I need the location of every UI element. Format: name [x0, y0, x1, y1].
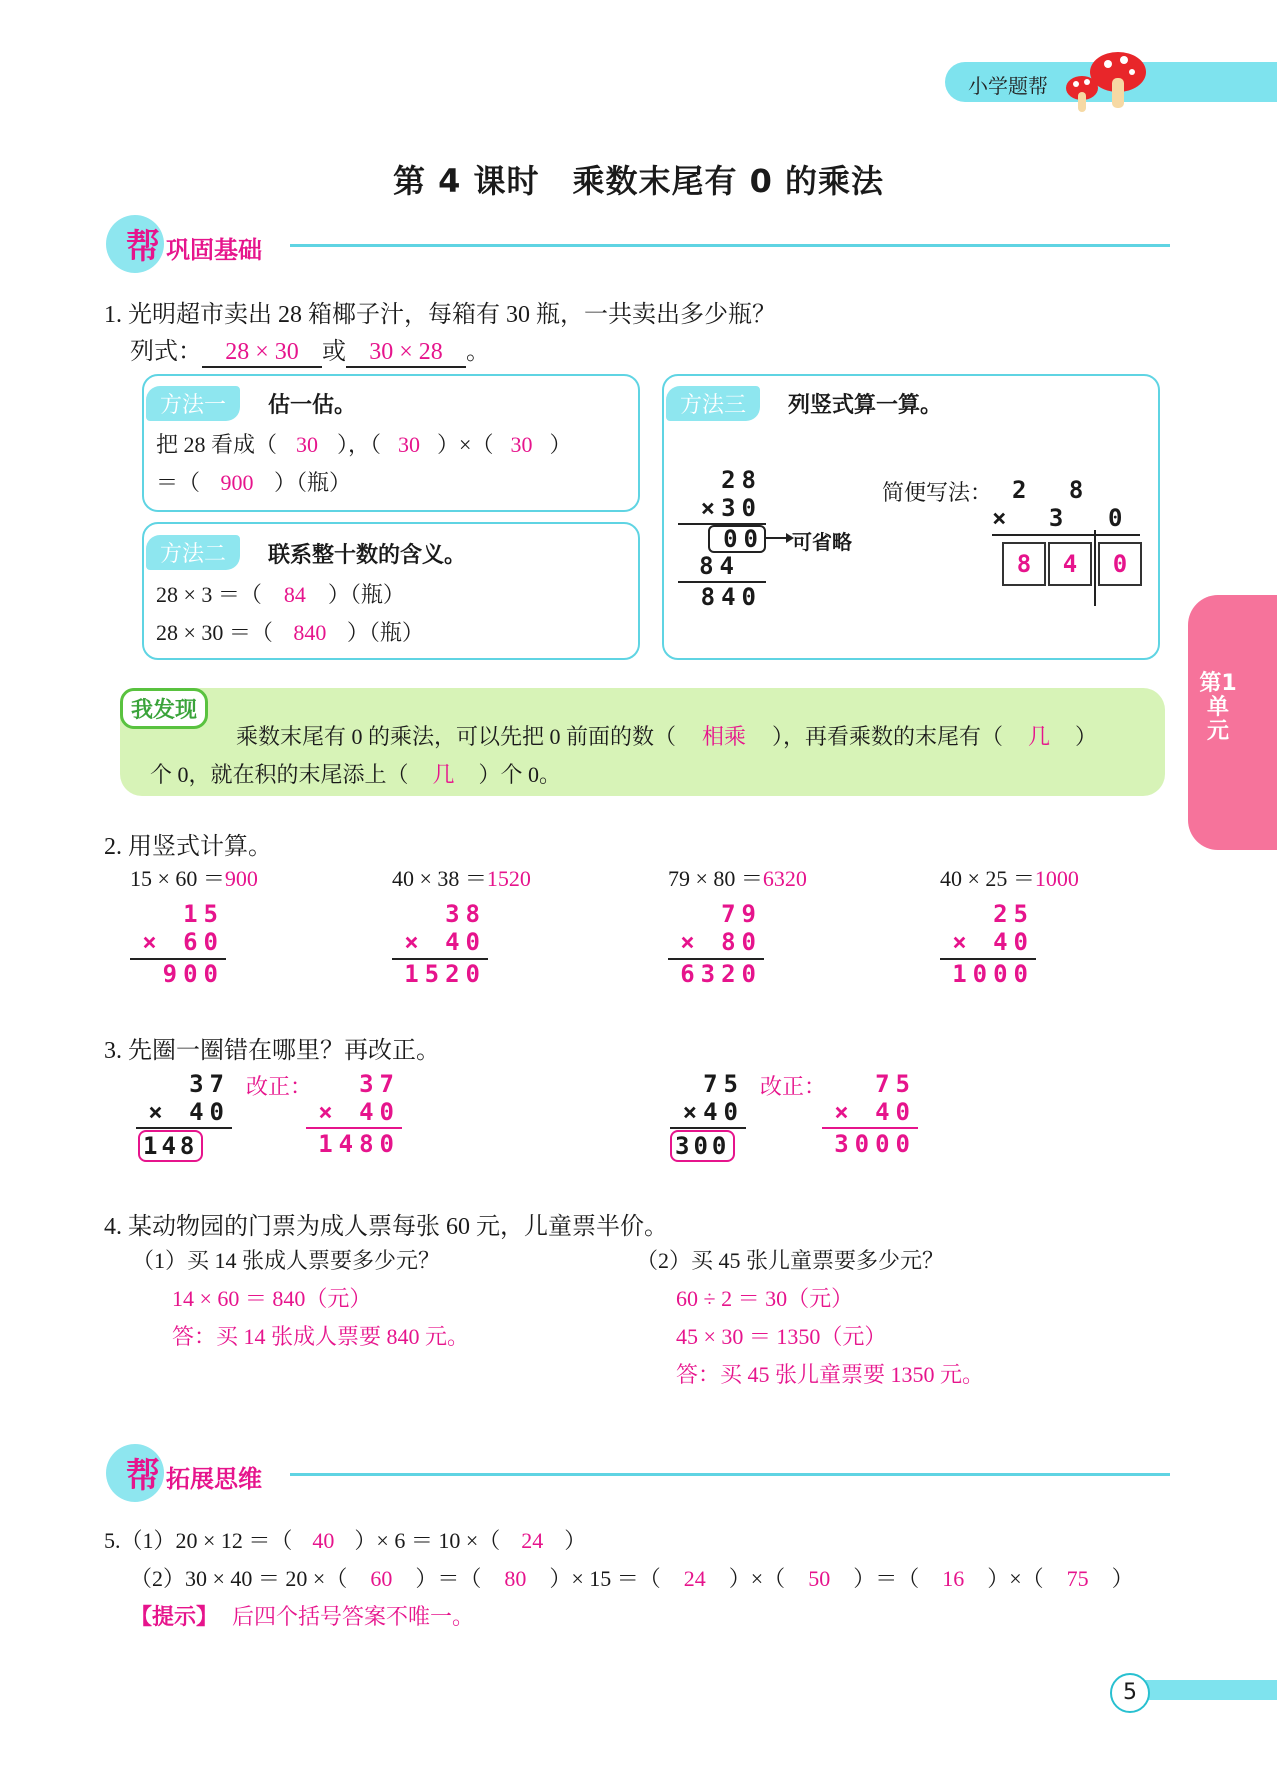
q4-p2-question: （2）买 45 张儿童票要多少元？: [636, 1248, 945, 1273]
text: ）（瓶）: [327, 582, 405, 607]
answer: 30: [398, 432, 421, 457]
q2-stem: 2. 用竖式计算。: [104, 834, 272, 860]
q3-fix-top-2: 75: [875, 1070, 916, 1098]
q2-mul-3: × 80: [680, 928, 762, 956]
method3-row5: 840: [700, 583, 762, 611]
method3-row1: 28: [721, 466, 762, 494]
q4-stem: 4. 某动物园的门票为成人票每张 60 元，儿童票半价。: [104, 1214, 668, 1240]
q1-formula: [130, 331, 490, 368]
method1-line2: [156, 466, 351, 497]
text: ＝（: [156, 470, 201, 495]
q2-mul-4: × 40: [952, 928, 1034, 956]
discover-line1: [236, 720, 1097, 751]
q2-top-3: 79: [721, 900, 762, 928]
simple-divider: [1094, 530, 1096, 606]
method3-row4: 84: [699, 552, 740, 580]
answer: 相乘: [702, 724, 747, 749]
q5-line1: [104, 1524, 586, 1555]
method2-line1: [156, 578, 405, 609]
text: ）: [549, 432, 572, 457]
q2-expr-4: [940, 862, 1079, 893]
answer: 80: [504, 1566, 527, 1591]
q3-mul-2: ×40: [682, 1098, 744, 1126]
answer: 24: [521, 1528, 544, 1553]
answer: 840: [293, 620, 327, 645]
text: 40 × 25 ＝: [940, 866, 1035, 891]
text: ）（瓶）: [346, 620, 424, 645]
q2-res-1: 900: [162, 960, 224, 988]
text: ）× 6 ＝ 10 ×（: [354, 1528, 501, 1553]
q2-top-4: 25: [993, 900, 1034, 928]
method1-line1: [156, 428, 571, 459]
q2-res-4: 1000: [952, 960, 1034, 988]
q3-wrong-2: 300: [670, 1130, 735, 1162]
q3-rule-1: [136, 1127, 232, 1129]
text: 个 0，就在积的末尾添上（: [150, 762, 409, 787]
text: 乘数末尾有 0 的乘法，可以先把 0 前面的数（: [236, 724, 677, 749]
discover-badge: 我发现: [120, 688, 208, 729]
text: ），（: [337, 432, 382, 457]
hint-text: 后四个括号答案不唯一。: [232, 1604, 475, 1629]
q3-top-2: 75: [703, 1070, 744, 1098]
simple-box-2: 4: [1048, 542, 1092, 586]
q3-top-1: 37: [189, 1070, 230, 1098]
lesson-title: 第 4 课时 乘数末尾有 0 的乘法: [392, 162, 885, 200]
text: 15 × 60 ＝: [130, 866, 225, 891]
method2-line2: [156, 616, 424, 647]
answer: 几: [432, 762, 455, 787]
formula-end: 。: [466, 339, 490, 365]
q3-correct-label-2: 改正：: [760, 1075, 827, 1100]
omit-note: 可省略: [792, 530, 852, 554]
q2-top-1: 15: [183, 900, 224, 928]
answer: 24: [683, 1566, 706, 1591]
section-divider: [290, 1473, 1170, 1476]
unit-tab-label: 第1单元: [1199, 671, 1237, 744]
answer: 6320: [762, 866, 807, 891]
text: ）个 0。: [478, 762, 562, 787]
answer: 30: [296, 432, 319, 457]
q5-hint: [130, 1600, 474, 1631]
q3-fix-rule-2: [822, 1127, 918, 1129]
simple-row2-zero: 0: [1108, 504, 1129, 532]
answer: 900: [220, 470, 254, 495]
q2-mul-1: × 60: [142, 928, 224, 956]
simple-box-1: 8: [1002, 542, 1046, 586]
simple-row1: 2 8: [1012, 476, 1098, 504]
q1-stem: 1. 光明超市卖出 28 箱椰子汁，每箱有 30 瓶，一共卖出多少瓶？: [104, 302, 776, 328]
q2-mul-2: × 40: [404, 928, 486, 956]
answer: 60: [370, 1566, 393, 1591]
method3-row2: ×30: [700, 494, 762, 522]
formula-label: 列式：: [130, 339, 202, 365]
q2-expr-3: [668, 862, 807, 893]
section-divider: [290, 244, 1170, 247]
section-title-extend: 拓展思维: [166, 1465, 262, 1493]
brand-name: 小学题帮: [968, 74, 1048, 98]
q3-wrong-1: 148: [138, 1130, 203, 1162]
method2-heading: 联系整十数的含义。: [268, 543, 467, 568]
answer: 84: [283, 582, 306, 607]
answer: 16: [942, 1566, 965, 1591]
text: ），再看乘数的末尾有（: [772, 724, 1004, 749]
simple-box-3: 0: [1098, 542, 1142, 586]
text: ）×（: [987, 1566, 1044, 1591]
text: 79 × 80 ＝: [668, 866, 763, 891]
method3-tag: 方法三: [666, 386, 760, 421]
q3-fix-rule-1: [306, 1127, 402, 1129]
answer: 几: [1028, 724, 1051, 749]
text: ）×（: [437, 432, 494, 457]
method3-row3: 00: [708, 525, 766, 553]
formula-or: 或: [322, 339, 346, 365]
q3-correct-label-1: 改正：: [246, 1075, 313, 1100]
simple-label: 简便写法：: [882, 480, 993, 505]
answer: 40: [312, 1528, 335, 1553]
q3-fix-mul-1: × 40: [318, 1098, 400, 1126]
section-bang: 帮: [126, 227, 160, 267]
q4-p1-question: （1）买 14 张成人票要多少元？: [132, 1248, 441, 1273]
section-title-basic: 巩固基础: [166, 236, 262, 264]
text: 40 × 38 ＝: [392, 866, 487, 891]
answer: 1000: [1034, 866, 1079, 891]
discover-line2: [150, 758, 561, 789]
q2-expr-1: [130, 862, 258, 893]
answer: 50: [808, 1566, 831, 1591]
answer: 900: [224, 866, 258, 891]
q2-top-2: 38: [445, 900, 486, 928]
q3-mul-1: × 40: [148, 1098, 230, 1126]
text: ）: [1111, 1566, 1134, 1591]
method1-heading: 估一估。: [268, 393, 357, 418]
q3-stem: 3. 先圈一圈错在哪里？再改正。: [104, 1038, 440, 1064]
text: （2）30 × 40 ＝ 20 ×（: [130, 1566, 348, 1591]
text: ）: [1075, 724, 1098, 749]
mushroom-icon: [1060, 44, 1150, 116]
formula-answer-1: 28 × 30: [202, 339, 322, 368]
arrow-icon: [764, 530, 794, 546]
q3-fix-top-1: 37: [359, 1070, 400, 1098]
q4-p2-answer: 答：买 45 张儿童票要 1350 元。: [676, 1362, 985, 1387]
q2-res-3: 6320: [680, 960, 762, 988]
q4-p1-line1: 14 × 60 ＝ 840（元）: [172, 1286, 372, 1311]
q3-fix-mul-2: × 40: [834, 1098, 916, 1126]
q4-p2-line1: 60 ÷ 2 ＝ 30（元）: [676, 1286, 854, 1311]
q2-res-2: 1520: [404, 960, 486, 988]
q3-fix-res-1: 1480: [318, 1130, 400, 1158]
q5-line2: [130, 1562, 1134, 1593]
text: ）＝（: [415, 1566, 482, 1591]
hint-label: 【提示】: [130, 1605, 219, 1630]
text: ）: [564, 1528, 587, 1553]
text: ）× 15 ＝（: [549, 1566, 661, 1591]
q3-rule-2: [670, 1127, 746, 1129]
method2-tag: 方法二: [146, 535, 240, 570]
q4-p1-answer: 答：买 14 张成人票要 840 元。: [172, 1324, 470, 1349]
text: 把 28 看成（: [156, 432, 278, 457]
text: 28 × 30 ＝（: [156, 620, 273, 645]
q3-fix-res-2: 3000: [834, 1130, 916, 1158]
answer: 1520: [486, 866, 531, 891]
answer: 30: [510, 432, 533, 457]
q4-p2-line2: 45 × 30 ＝ 1350（元）: [676, 1324, 887, 1349]
text: ）（瓶）: [274, 470, 352, 495]
page-number: 5: [1110, 1673, 1150, 1713]
section-bang: 帮: [126, 1456, 160, 1496]
formula-answer-2: 30 × 28: [346, 339, 466, 368]
text: ）×（: [728, 1566, 786, 1591]
q2-expr-2: [392, 862, 531, 893]
answer: 75: [1066, 1566, 1089, 1591]
footer-bar: [1130, 1680, 1277, 1700]
text: 5.（1）20 × 12 ＝（: [104, 1528, 293, 1553]
simple-row2: × 3: [992, 504, 1078, 532]
text: 28 × 3 ＝（: [156, 582, 262, 607]
method3-heading: 列竖式算一算。: [788, 393, 943, 418]
text: ）＝（: [853, 1566, 920, 1591]
simple-rule: [992, 534, 1140, 536]
method1-tag: 方法一: [146, 386, 240, 421]
